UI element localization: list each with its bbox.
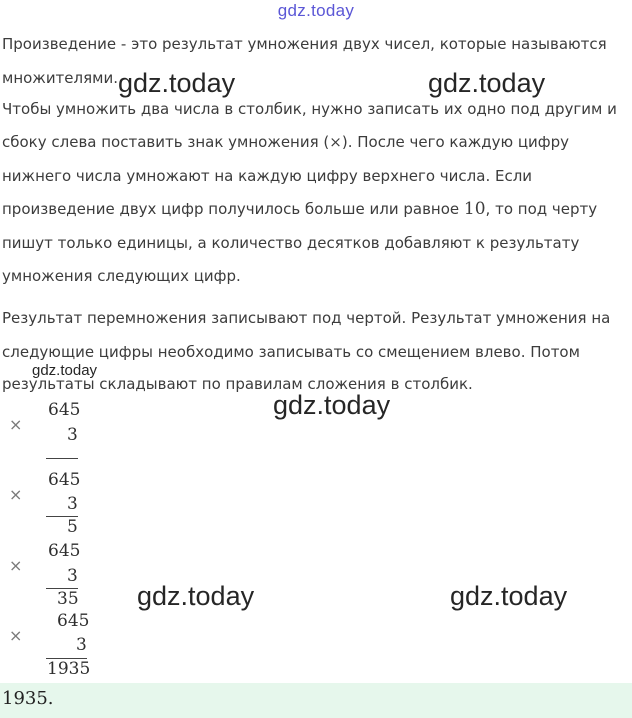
result-line-1: Результат перемножения записывают под чертой. Результат умножения на bbox=[2, 309, 611, 327]
definition-line-2: множителями. bbox=[2, 69, 118, 87]
watermark: gdz.today bbox=[32, 362, 98, 379]
partial-result: 35 bbox=[57, 589, 79, 609]
method-line-6: умножения следующих цифр. bbox=[2, 267, 241, 285]
method-line-2-a: сбоку слева поставить знак умножения ( bbox=[2, 133, 330, 151]
result-line-3: результаты складывают по правилам сложения в столбик. bbox=[2, 375, 473, 393]
multiplier: 3 bbox=[67, 425, 78, 445]
final-result: 1935 bbox=[47, 659, 91, 679]
multiplier: 3 bbox=[76, 635, 87, 655]
method-line-4 bbox=[2, 199, 597, 219]
top-watermark: gdz.today bbox=[277, 1, 355, 20]
answer: 1935. bbox=[2, 688, 54, 709]
method-line-4-b: , то под черту bbox=[485, 200, 598, 218]
method-line-2-b: ). После чего каждую цифру bbox=[341, 133, 570, 151]
definition-line-1: Произведение - это результат умножения двух чисел, которые называются bbox=[2, 35, 607, 53]
multiplication-sign: × bbox=[329, 133, 342, 151]
multiplicand: 645 bbox=[48, 400, 81, 420]
multiply-sign-icon: × bbox=[9, 626, 23, 645]
watermark: gdz.today bbox=[273, 390, 391, 420]
answer-bar bbox=[0, 683, 632, 718]
method-line-2 bbox=[2, 132, 569, 152]
method-line-1: Чтобы умножить два числа в столбик, нужно записать их одно под другим и bbox=[2, 100, 617, 118]
watermark: gdz.today bbox=[428, 68, 546, 98]
method-line-5: пишут только единицы, а количество десятков добавляют к результату bbox=[2, 234, 580, 252]
partial-result: 5 bbox=[67, 517, 78, 537]
result-rule bbox=[46, 458, 78, 459]
watermark: gdz.today bbox=[137, 581, 255, 611]
watermark: gdz.today bbox=[118, 68, 236, 98]
watermark: gdz.today bbox=[450, 581, 568, 611]
multiplicand: 645 bbox=[48, 470, 81, 490]
method-line-4-a: произведение двух цифр получилось больше или равное bbox=[2, 200, 464, 218]
multiply-sign-icon: × bbox=[9, 485, 23, 504]
multiplier: 3 bbox=[67, 566, 78, 586]
multiply-sign-icon: × bbox=[9, 415, 23, 434]
method-line-3: нижнего числа умножают на каждую цифру верхнего числа. Если bbox=[2, 167, 533, 185]
multiplicand: 645 bbox=[57, 611, 90, 631]
result-line-2: следующие цифры необходимо записывать со смещением влево. Потом bbox=[2, 343, 580, 361]
number-ten: 10 bbox=[463, 199, 486, 219]
multiplicand: 645 bbox=[48, 541, 81, 561]
multiply-sign-icon: × bbox=[9, 556, 23, 575]
multiplier: 3 bbox=[67, 494, 78, 514]
